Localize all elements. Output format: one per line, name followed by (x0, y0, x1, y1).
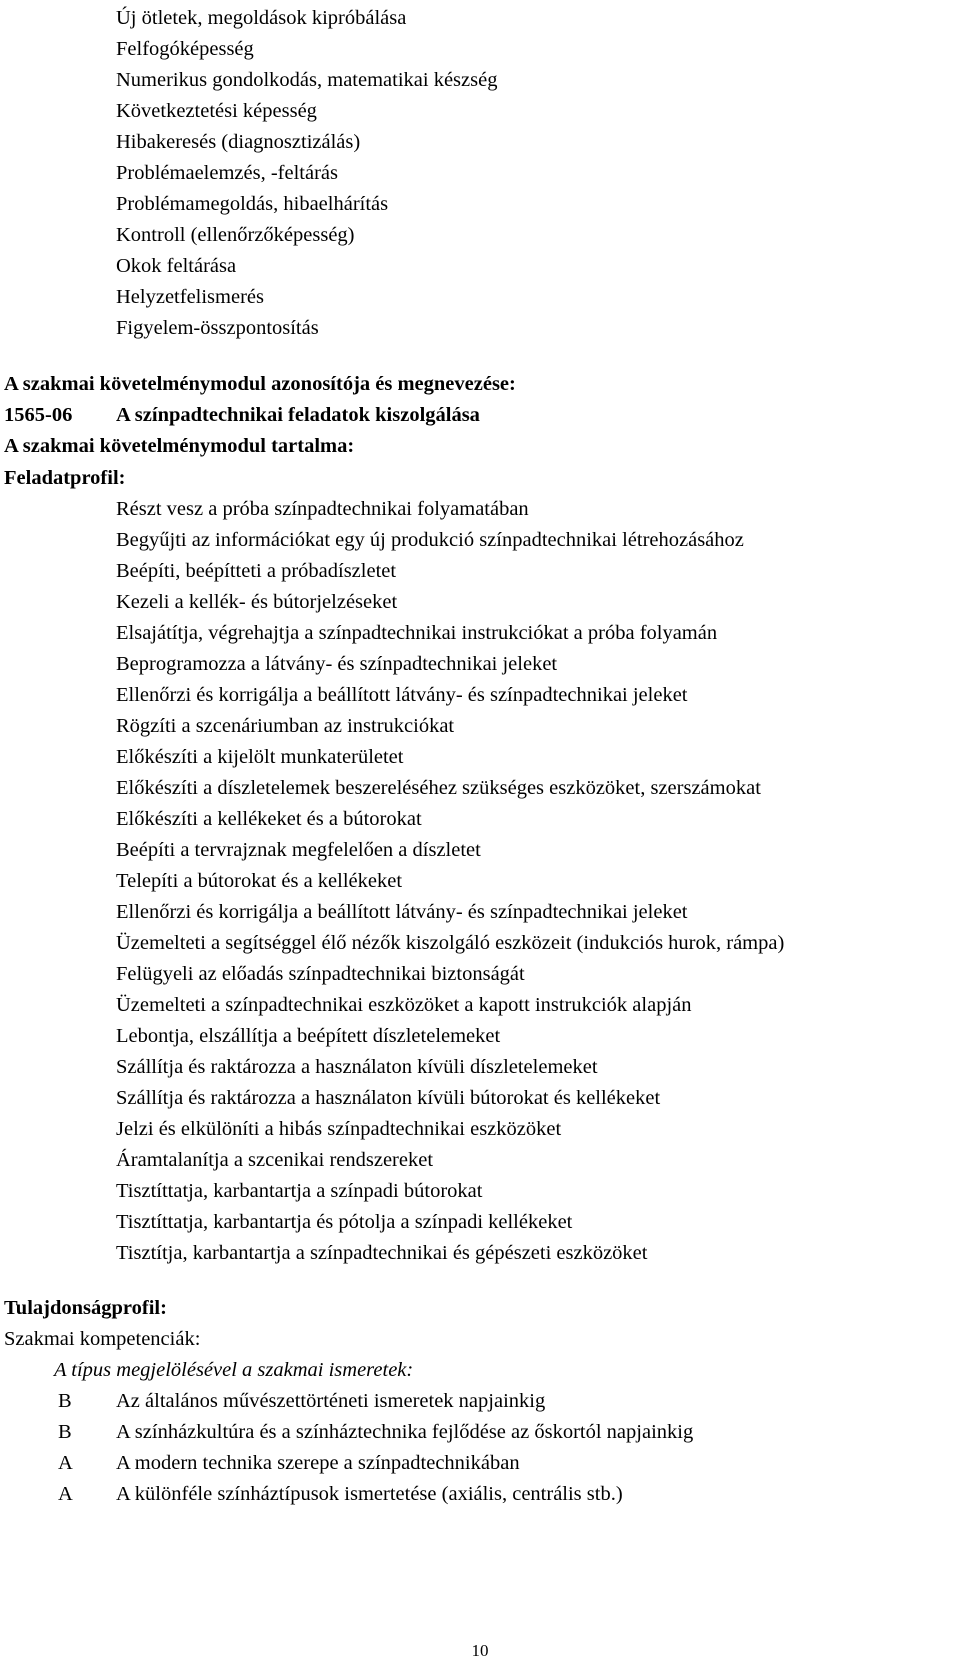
knowledge-type-mark: B (58, 1421, 72, 1443)
task-item: Rögzíti a szcenáriumban az instrukciókat (116, 715, 455, 737)
task-item: Elsajátítja, végrehajtja a színpadtechnikai instrukciókat a próba folyamán (116, 622, 718, 644)
skill-item: Okok feltárása (116, 255, 237, 277)
module-code: 1565-06 (4, 404, 73, 426)
skill-item: Felfogóképesség (116, 38, 254, 60)
task-item: Kezeli a kellék- és bútorjelzéseket (116, 591, 398, 613)
skill-item: Következtetési képesség (116, 100, 317, 122)
task-item: Üzemelteti a segítséggel élő nézők kiszolgáló eszközeit (indukciós hurok, rámpa) (116, 932, 785, 954)
task-item: Szállítja és raktározza a használaton kívüli díszletelemeket (116, 1056, 598, 1078)
knowledge-text: A színházkultúra és a színháztechnika fejlődése az őskortól napjainkig (116, 1421, 694, 1443)
task-item: Ellenőrzi és korrigálja a beállított látvány- és színpadtechnikai jeleket (116, 684, 688, 706)
task-item: Áramtalanítja a szcenikai rendszereket (116, 1149, 434, 1171)
property-profile-heading: Tulajdonságprofil: (4, 1297, 167, 1319)
skill-item: Hibakeresés (diagnosztizálás) (116, 131, 361, 153)
task-item: Előkészíti a kellékeket és a bútorokat (116, 808, 422, 830)
task-item: Beépíti, beépítteti a próbadíszletet (116, 560, 397, 582)
task-item: Tisztíttatja, karbantartja és pótolja a színpadi kellékeket (116, 1211, 573, 1233)
knowledge-text: A modern technika szerepe a színpadtechnikában (116, 1452, 520, 1474)
skill-item: Figyelem-összpontosítás (116, 317, 319, 339)
task-item: Üzemelteti a színpadtechnikai eszközöket a kapott instrukciók alapján (116, 994, 692, 1016)
page-number: 10 (471, 1641, 489, 1660)
task-item: Tisztíttatja, karbantartja a színpadi bútorokat (116, 1180, 483, 1202)
task-item: Tisztítja, karbantartja a színpadtechnikai és gépészeti eszközöket (116, 1242, 648, 1264)
knowledge-type-mark: B (58, 1390, 72, 1412)
skill-item: Kontroll (ellenőrzőképesség) (116, 224, 355, 246)
task-item: Szállítja és raktározza a használaton kívüli bútorokat és kellékeket (116, 1087, 661, 1109)
task-item: Előkészíti a díszletelemek beszereléséhez szükséges eszközöket, szerszámokat (116, 777, 761, 799)
task-item: Részt vesz a próba színpadtechnikai folyamatában (116, 498, 529, 520)
knowledge-text: Az általános művészettörténeti ismeretek napjainkig (116, 1390, 546, 1412)
task-item: Begyűjti az információkat egy új produkció színpadtechnikai létrehozásához (116, 529, 744, 551)
task-item: Előkészíti a kijelölt munkaterületet (116, 746, 404, 768)
task-item: Lebontja, elszállítja a beépített díszletelemeket (116, 1025, 501, 1047)
knowledge-type-mark: A (58, 1483, 73, 1505)
module-content-heading: A szakmai követelménymodul tartalma: (4, 435, 355, 457)
competences-label: Szakmai kompetenciák: (4, 1328, 201, 1350)
knowledge-text: A különféle színháztípusok ismertetése (axiális, centrális stb.) (116, 1483, 623, 1505)
skill-item: Numerikus gondolkodás, matematikai készség (116, 69, 498, 91)
task-profile-heading: Feladatprofil: (4, 467, 126, 489)
skill-item: Problémaelemzés, -feltárás (116, 162, 338, 184)
module-title: A színpadtechnikai feladatok kiszolgálása (116, 404, 480, 426)
task-item: Jelzi és elkülöníti a hibás színpadtechnikai eszközöket (116, 1118, 562, 1140)
type-note: A típus megjelölésével a szakmai ismeretek: (54, 1359, 414, 1381)
task-item: Felügyeli az előadás színpadtechnikai biztonságát (116, 963, 525, 985)
skill-item: Új ötletek, megoldások kipróbálása (116, 7, 407, 29)
task-item: Ellenőrzi és korrigálja a beállított látvány- és színpadtechnikai jeleket (116, 901, 688, 923)
skill-item: Helyzetfelismerés (116, 286, 264, 308)
skill-item: Problémamegoldás, hibaelhárítás (116, 193, 389, 215)
task-item: Telepíti a bútorokat és a kellékeket (116, 870, 403, 892)
task-item: Beépíti a tervrajznak megfelelően a díszletet (116, 839, 481, 861)
module-id-heading: A szakmai követelménymodul azonosítója és megnevezése: (4, 373, 516, 395)
knowledge-type-mark: A (58, 1452, 73, 1474)
task-item: Beprogramozza a látvány- és színpadtechnikai jeleket (116, 653, 558, 675)
